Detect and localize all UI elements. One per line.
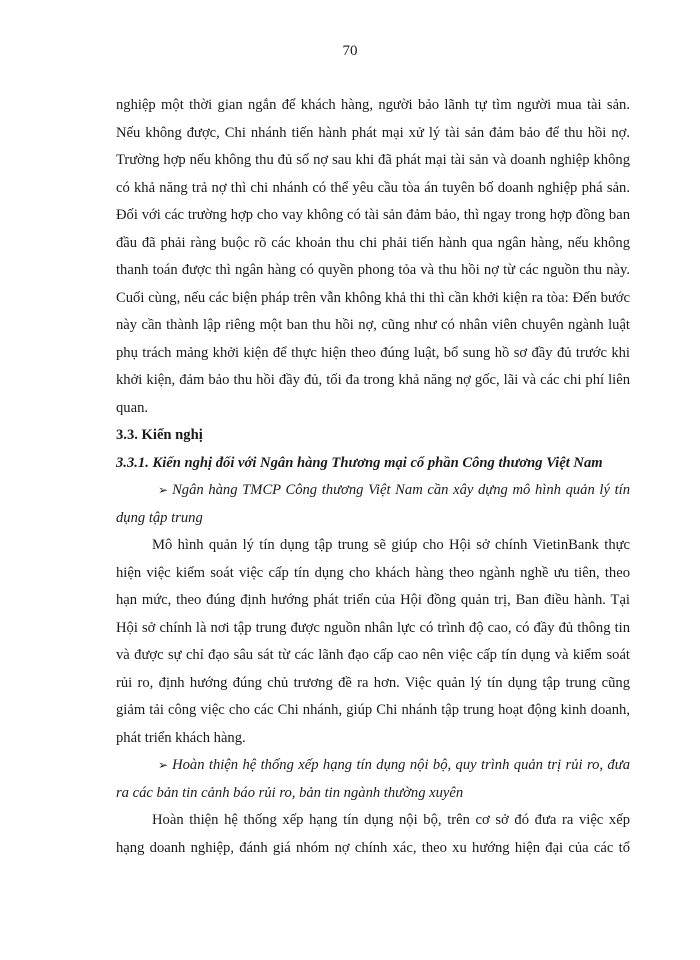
bullet-text: Hoàn thiện hệ thống xếp hạng tín dụng nội bộ, quy trình quản trị rủi ro, đưa: [172, 757, 630, 773]
bullet-item-centralized-credit: [116, 477, 630, 532]
bullet-line: dụng tập trung: [116, 509, 203, 526]
text-line: Cuối cùng, nếu các biện pháp trên vẫn không khả thi thì cần khởi kiện ra tòa: Đến bước: [116, 289, 630, 306]
arrow-bullet-icon: ➢: [158, 483, 169, 497]
page-content: [116, 92, 630, 862]
text-line: này cần thành lập riêng một ban thu hồi nợ, cũng như có nhân viên chuyên ngành luật: [116, 317, 630, 333]
section-heading: 3.3. Kiến nghị: [116, 427, 203, 443]
text-line: đầu đã phải ràng buộc rõ các khoản thu chi phải tiến hành qua ngân hàng, nếu không: [116, 234, 630, 251]
text-line: thanh toán được thì ngân hàng có quyền phong tỏa và thu hồi nợ từ các nguồn thu này.: [116, 262, 630, 278]
text-line: và được sự chỉ đạo sâu sát từ các lãnh đạo cấp cao nên việc cấp tín dụng và kiểm soát: [116, 647, 630, 663]
text-line: khởi kiện, đảm bảo thu hồi đầy đủ, tối đa trong khả năng nợ gốc, lãi và các chi phí liên: [116, 372, 630, 388]
paragraph-credit-model: [116, 532, 630, 752]
arrow-bullet-icon: ➢: [158, 758, 169, 772]
paragraph-rating-system: [116, 807, 630, 862]
text-line: hạn mức, theo đúng định hướng phát triển của Hội đồng quản trị, Ban điều hành. Tại: [116, 592, 630, 608]
bullet-line: ra các bản tin cảnh báo rủi ro, bản tin ngành thường xuyên: [116, 784, 464, 801]
text-line: hiện việc kiểm soát việc cấp tín dụng cho khách hàng theo ngành nghề ưu tiên, theo: [116, 564, 630, 581]
text-line: Nếu không được, Chi nhánh tiến hành phát mại xử lý tài sản đảm bảo để thu hồi nợ.: [116, 124, 630, 141]
text-line: rủi ro, định hướng đúng chủ trương đề ra hơn. Việc quản lý tín dụng tập trung cũng: [116, 674, 630, 691]
page-number: 70: [342, 43, 358, 59]
text-line: giảm tải công việc cho các Chi nhánh, giúp Chi nhánh tập trung hoạt động kinh doanh,: [116, 702, 630, 718]
bullet-text: Ngân hàng TMCP Công thương Việt Nam cần xây dựng mô hình quản lý tín: [172, 482, 630, 498]
text-line: phát triển khách hàng.: [116, 729, 246, 746]
text-line: Trường hợp nếu không thu đủ số nợ sau khi đã phát mại tài sản và doanh nghiệp không: [116, 152, 630, 168]
text-line: Hoàn thiện hệ thống xếp hạng tín dụng nội bộ, trên cơ sở đó đưa ra việc xếp: [152, 812, 630, 828]
text-line: Hội sở chính là nơi tập trung được nguồn nhân lực có trình độ cao, có đầy đủ thông tin: [116, 619, 630, 636]
bullet-line: [116, 752, 630, 780]
text-line: quan.: [116, 399, 149, 416]
bullet-line: [116, 477, 630, 505]
text-line: Mô hình quản lý tín dụng tập trung sẽ giúp cho Hội sở chính VietinBank thực: [152, 537, 630, 553]
bullet-item-credit-rating: [116, 752, 630, 807]
subsection-heading: 3.3.1. Kiến nghị đối với Ngân hàng Thương mại cổ phần Công thương Việt Nam: [116, 454, 603, 471]
paragraph-debt-recovery: [116, 92, 630, 422]
text-line: có khả năng trả nợ thì chi nhánh có thể yêu cầu tòa án tuyên bố doanh nghiệp phá sản.: [116, 179, 630, 196]
text-line: nghiệp một thời gian ngắn để khách hàng, người bảo lãnh tự tìm người mua tài sản.: [116, 97, 630, 113]
text-line: hạng doanh nghiệp, đánh giá nhóm nợ chính xác, theo xu hướng hiện đại của các tổ: [116, 839, 630, 856]
text-line: Đối với các trường hợp cho vay không có tài sản đảm bảo, thì ngay trong hợp đồng ban: [116, 207, 630, 223]
text-line: phụ trách mảng khởi kiện để thực hiện theo đúng luật, bổ sung hồ sơ đầy đủ trước khi: [116, 344, 630, 361]
